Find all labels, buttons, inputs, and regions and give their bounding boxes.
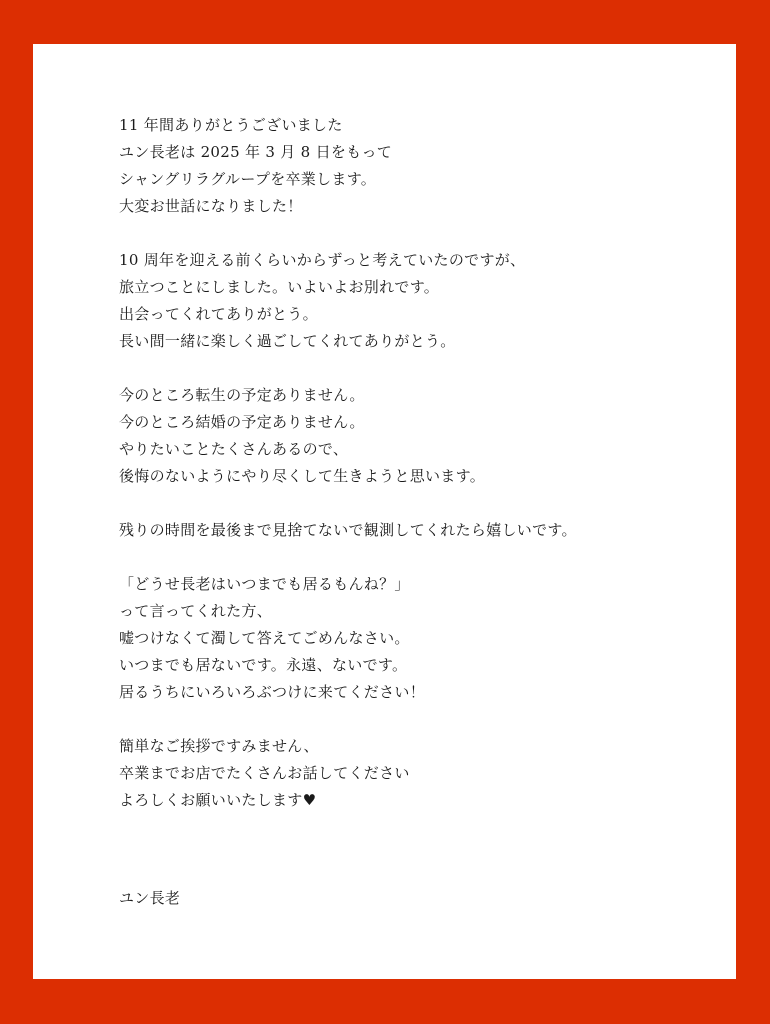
letter-line: 後悔のないようにやり尽くして生きようと思います。 [119,467,486,485]
paragraph-thanks [119,112,716,220]
letter-line: 今のところ転生の予定ありません。 [119,386,365,404]
paragraph-departure [119,247,716,355]
letter-line: 11 年間ありがとうございました [119,116,343,134]
paragraph-apology [119,571,716,706]
letter-line: 今のところ結婚の予定ありません。 [119,413,365,431]
letter-line: よろしくお願いいたします♥ [119,791,317,809]
signature: ユン長老 [119,889,181,907]
letter-line: いつまでも居ないです。永遠、ないです。 [119,656,408,674]
letter-line: 大変お世話になりました！ [119,197,303,215]
paragraph-remaining-time [119,517,716,544]
letter-line: やりたいことたくさんあるので、 [119,440,349,458]
letter-line: シャングリラグループを卒業します。 [119,170,377,188]
letter-line: 残りの時間を最後まで見捨てないで観測してくれたら嬉しいです。 [119,521,577,539]
letter-line: ユン長老は 2025 年 3 月 8 日をもって [119,143,393,161]
letter-line: 長い間一緒に楽しく過ごしてくれてありがとう。 [119,332,456,350]
letter-line: 10 周年を迎える前くらいからずっと考えていたのですが、 [119,251,526,269]
letter-line: 簡単なご挨拶ですみません、 [119,737,319,755]
letter-body [119,112,716,841]
letter-paper [33,44,736,979]
letter-line: 嘘つけなくて濁して答えてごめんなさい。 [119,629,410,647]
letter-line: 居るうちにいろいろぶつけに来てください！ [119,683,426,701]
letter-line: 「どうせ長老はいつまでも居るもんね？」 [119,575,410,593]
letter-line: 出会ってくれてありがとう。 [119,305,318,323]
letter-line: 旅立つことにしました。いよいよお別れです。 [119,278,440,296]
paragraph-plans [119,382,716,490]
letter-line: 卒業までお店でたくさんお話してください [119,764,410,782]
paragraph-closing [119,733,716,814]
letter-line: って言ってくれた方、 [119,602,273,620]
